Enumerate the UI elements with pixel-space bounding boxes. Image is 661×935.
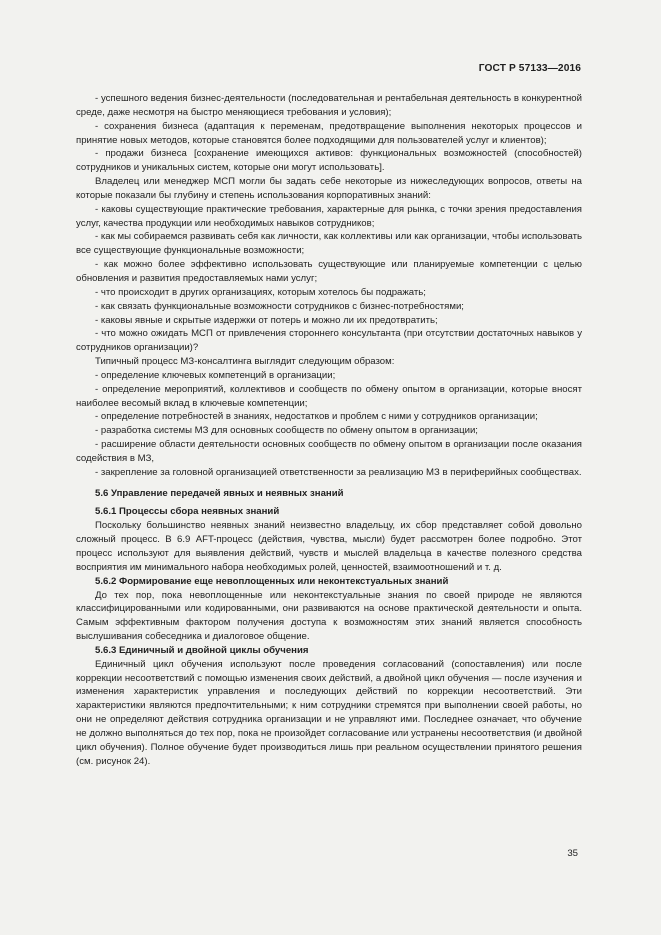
paragraph: - определение ключевых компетенций в организации; xyxy=(95,369,336,381)
subsection-title: 5.6.3 Единичный и двойной циклы обучения xyxy=(95,644,309,656)
paragraph: - что можно ожидать МСП от привлечения стороннего консультанта (при отсутствии достаточных навыков у сотрудников организации)? xyxy=(76,328,582,354)
paragraph: - как мы собираемся развивать себя как личности, как коллективы или как организации, чтобы использовать все существующие функциональные возможности; xyxy=(76,231,582,257)
subsection-title: 5.6.1 Процессы сбора неявных знаний xyxy=(95,506,280,518)
standard-id-header: ГОСТ Р 57133—2016 xyxy=(478,63,581,74)
paragraph: Единичный цикл обучения используют после проведения согласований (сопоставления) или после коррекции несоответствий с помощью изменения своих действий, а двойной цикл обучения — после изучения и изменения характеристик управления и последующих действий по коррекции несоответствий. Эти характеристики являются предпочтительными; к ним сотрудники стремятся при выполнении своей работы, но они не определяют действия сотрудника организации и не управляют ими. Последнее означает, что обучение не должно выполняться до тех пор, пока не произойдет согласование или устранены несоответствия (и двойной цикл обучения). Полное обучение будет производиться лишь при реальном осуществлении принятого решения (см. рисунок 24). xyxy=(76,658,582,767)
paragraph: - закрепление за головной организацией ответственности за реализацию МЗ в периферийных сообществах. xyxy=(95,466,582,478)
paragraph: Владелец или менеджер МСП могли бы задать себе некоторые из нижеследующих вопросов, ответы на которые показали бы глубину и степень использования корпоративных знаний: xyxy=(76,176,582,201)
paragraph: - продажи бизнеса [сохранение имеющихся активов: функциональных возможностей (способностей) сотрудников и уникальных систем, которые они могут использовать]. xyxy=(76,148,582,174)
paragraph: - расширение области деятельности основных сообществ по обмену опытом в организации после оказания содействия в МЗ, xyxy=(76,439,582,464)
paragraph: - определение потребностей в знаниях, недостатков и проблем с ними у сотрудников организации; xyxy=(95,411,538,423)
paragraph: - определение мероприятий, коллективов и сообществ по обмену опытом в организации, которые вносят наиболее весомый вклад в ключевые компетенции; xyxy=(76,383,582,409)
paragraph: - сохранения бизнеса (адаптация к переменам, предотвращение выполнения некоторых процессов и принятие новых методов, которые становятся более подходящими для пользователей услуг и клиентов); xyxy=(76,120,582,146)
subsection-title: 5.6.2 Формирование еще невоплощенных или неконтекстуальных знаний xyxy=(95,575,449,587)
paragraph: - что происходит в других организациях, которым хотелось бы подражать; xyxy=(95,286,426,298)
page-number: 35 xyxy=(567,848,578,859)
paragraph: - каковы существующие практические требования, характерные для рынка, с точки зрения предоставления услуг, качества продукции или необходимых навыков сотрудников; xyxy=(76,203,582,229)
paragraph: Типичный процесс МЗ-консалтинга выглядит следующим образом: xyxy=(95,356,395,368)
page-content xyxy=(76,92,582,769)
paragraph: Поскольку большинство неявных знаний неизвестно владельцу, их сбор представляет собой довольно сложный процесс. В 6.9 AFT-процесс (действия, чувства, мысли) будет рассмотрен более подробно. Этот процесс используют для выявления действий, чувств и мыслей владельца в качестве полезного средства восприятия им минимального набора необходимых ролей, ценностей, взаимоотношений и т. д. xyxy=(76,520,582,573)
paragraph: - каковы явные и скрытые издержки от потерь и можно ли их предотвратить; xyxy=(95,314,438,326)
paragraph: - успешного ведения бизнес-деятельности (последовательная и рентабельная деятельность в конкурентной среде, даже несмотря на быстро меняющиеся требования и условия); xyxy=(76,93,582,118)
paragraph: - разработка системы МЗ для основных сообществ по обмену опытом в организации; xyxy=(95,425,478,437)
paragraph: - как связать функциональные возможности сотрудников с бизнес-потребностями; xyxy=(95,300,464,312)
section-title: 5.6 Управление передачей явных и неявных знаний xyxy=(95,487,344,499)
paragraph: - как можно более эффективно использовать существующие или планируемые компетенции с целью обновления и развития предоставляемых нами услуг; xyxy=(76,259,582,284)
paragraph: До тех пор, пока невоплощенные или неконтекстуальные знания по своей природе не являются классифицированными или кодированными, они развиваются на основе практической деятельности и опыта. Самым эффективным фактором получения доступа к возможностям этих знаний является способность выслушивания собеседника и диалоговое общение. xyxy=(76,589,582,643)
